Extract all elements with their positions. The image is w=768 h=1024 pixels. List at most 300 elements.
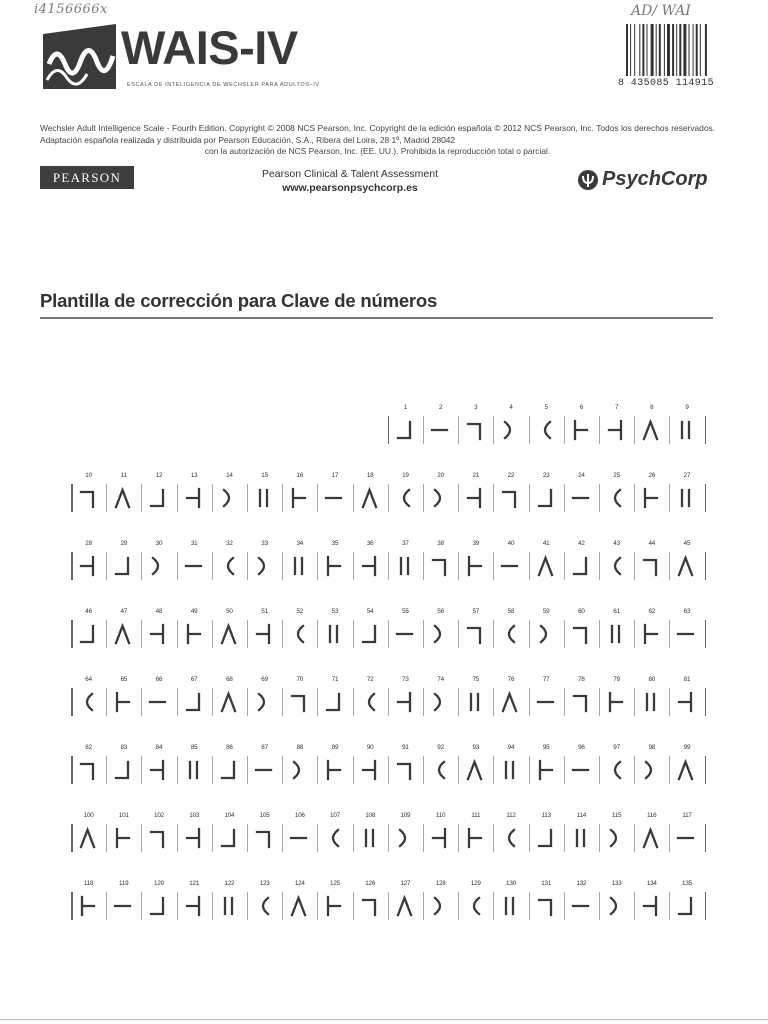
- cell-divider: [458, 824, 459, 852]
- symbol-lambda-icon: [106, 608, 141, 656]
- answer-cell: [599, 540, 634, 588]
- brand-subtitle: ESCALA DE INTELIGENCIA DE WECHSLER PARA ADULTOS–IV: [127, 82, 320, 88]
- symbol-rparen-icon: [599, 812, 634, 860]
- answer-cell: [669, 472, 704, 520]
- answer-cell: [564, 540, 599, 588]
- symbol-lt-icon: [282, 472, 317, 520]
- psychcorp-label: PsychCorp: [602, 168, 708, 190]
- symbol-rparen-icon: [493, 404, 528, 452]
- item-number: 114: [576, 812, 587, 819]
- cell-divider: [705, 824, 707, 852]
- cell-divider: [141, 620, 142, 648]
- answer-cell: [353, 540, 388, 588]
- cell-divider: [705, 620, 707, 648]
- cell-divider: [388, 892, 389, 920]
- cell-divider: [141, 688, 142, 716]
- item-number: 38: [437, 540, 444, 547]
- answer-cell: [423, 472, 458, 520]
- symbol-bars-icon: [388, 540, 423, 588]
- barcode-number: 8 435085 114915: [618, 78, 715, 89]
- answer-cell: [564, 404, 599, 452]
- answer-cell: [71, 812, 106, 860]
- item-number: 67: [190, 676, 198, 683]
- answer-cell: [282, 812, 317, 860]
- item-number: 8: [650, 404, 654, 411]
- answer-cell: [317, 676, 352, 724]
- cell-divider: [634, 484, 635, 512]
- item-number: 87: [261, 744, 268, 751]
- answer-cell: [177, 812, 212, 860]
- item-number: 97: [613, 744, 620, 751]
- symbol-L-icon: [177, 676, 212, 724]
- cell-divider: [493, 824, 494, 852]
- answer-cell: [529, 540, 564, 588]
- item-number: 107: [330, 812, 340, 819]
- cell-divider: [705, 552, 707, 580]
- symbol-lt-icon: [564, 404, 599, 452]
- cell-divider: [529, 484, 530, 512]
- symbol-gamma-icon: [247, 812, 282, 860]
- item-number: 19: [402, 472, 409, 479]
- cell-divider: [564, 688, 565, 716]
- cell-divider: [705, 688, 707, 716]
- wais-logo-icon: [43, 24, 116, 89]
- answer-cell: [317, 608, 352, 656]
- item-number: 110: [435, 812, 446, 819]
- answer-cell: [423, 812, 458, 860]
- symbol-lambda-icon: [669, 744, 704, 792]
- item-number: 72: [366, 676, 374, 683]
- item-number: 108: [365, 812, 376, 819]
- item-number: 57: [472, 608, 480, 615]
- page-title: Plantilla de corrección para Clave de números: [40, 290, 438, 311]
- symbol-gamma-icon: [282, 676, 317, 724]
- cell-divider: [353, 688, 354, 716]
- symbol-bars-icon: [458, 676, 493, 724]
- symbol-bars-icon: [177, 744, 212, 792]
- answer-cell: [212, 880, 247, 928]
- answer-cell: [529, 404, 564, 452]
- item-number: 35: [331, 540, 339, 547]
- symbol-dash-icon: [669, 812, 704, 860]
- symbol-gamma-icon: [458, 608, 493, 656]
- answer-cell: [564, 744, 599, 792]
- symbol-bars-icon: [493, 744, 528, 792]
- item-number: 24: [578, 472, 585, 479]
- symbol-rparen-icon: [282, 744, 317, 792]
- item-number: 13: [190, 472, 198, 479]
- symbol-L-icon: [529, 812, 564, 860]
- cell-divider: [177, 688, 178, 716]
- answer-cell: [353, 744, 388, 792]
- symbol-bars-icon: [564, 812, 599, 860]
- symbol-lambda-icon: [493, 676, 528, 724]
- item-number: 45: [683, 540, 691, 547]
- cell-divider: [353, 552, 354, 580]
- item-number: 84: [155, 744, 163, 751]
- cell-divider: [388, 620, 389, 648]
- item-number: 86: [226, 744, 233, 751]
- cell-divider: [388, 552, 389, 580]
- answer-cell: [353, 608, 388, 656]
- symbol-rparen-icon: [529, 608, 564, 656]
- item-number: 46: [85, 608, 92, 615]
- answer-cell: [106, 744, 141, 792]
- cell-divider: [212, 756, 213, 784]
- symbol-L-icon: [141, 880, 176, 928]
- answer-cell: [212, 812, 247, 860]
- answer-cell: [493, 880, 528, 928]
- cell-divider: [141, 552, 142, 580]
- item-number: 36: [366, 540, 374, 547]
- answer-cell: [529, 608, 564, 656]
- answer-cell: [71, 744, 106, 792]
- answer-cell: [423, 676, 458, 724]
- cell-divider: [282, 552, 283, 580]
- answer-cell: [599, 880, 634, 928]
- answer-cell: [141, 676, 176, 724]
- symbol-lparen-icon: [599, 472, 634, 520]
- item-number: 63: [683, 608, 691, 615]
- cell-divider: [564, 484, 565, 512]
- symbol-rparen-icon: [634, 744, 669, 792]
- symbol-rparen-icon: [212, 472, 247, 520]
- symbol-L-icon: [212, 812, 247, 860]
- item-number: 69: [261, 676, 268, 683]
- answer-cell: [669, 812, 704, 860]
- cell-divider: [599, 484, 600, 512]
- symbol-lt-icon: [458, 540, 493, 588]
- item-number: 135: [682, 880, 692, 887]
- cell-divider: [669, 756, 670, 784]
- cell-divider: [317, 620, 318, 648]
- item-number: 28: [85, 540, 92, 547]
- symbol-gamma-icon: [388, 744, 423, 792]
- cell-divider: [247, 824, 248, 852]
- item-number: 79: [613, 676, 620, 683]
- item-number: 61: [613, 608, 620, 615]
- symbol-L-icon: [529, 472, 564, 520]
- pearson-logo: PEARSON: [40, 166, 134, 189]
- cell-divider: [705, 892, 707, 920]
- answer-cell: [282, 744, 317, 792]
- symbol-gamma-icon: [493, 472, 528, 520]
- answer-cell: [388, 404, 423, 452]
- cell-divider: [634, 688, 635, 716]
- answer-cell: [599, 812, 634, 860]
- cell-divider: [458, 484, 459, 512]
- cell-divider: [634, 824, 635, 852]
- symbol-lparen-icon: [599, 744, 634, 792]
- cell-divider: [458, 552, 459, 580]
- cell-divider: [669, 416, 670, 444]
- cell-divider: [247, 688, 248, 716]
- answer-cell: [564, 812, 599, 860]
- item-number: 55: [402, 608, 409, 615]
- symbol-lparen-icon: [71, 676, 106, 724]
- symbol-lparen-icon: [529, 404, 564, 452]
- symbol-lt-icon: [71, 880, 106, 928]
- item-number: 7: [614, 404, 619, 411]
- symbol-rt-icon: [141, 608, 176, 656]
- item-number: 49: [190, 608, 198, 615]
- symbol-rt-icon: [388, 676, 423, 724]
- cell-divider: [423, 484, 424, 512]
- symbol-rparen-icon: [423, 608, 458, 656]
- cell-divider: [493, 416, 494, 444]
- symbol-dash-icon: [177, 540, 212, 588]
- answer-cell: [353, 676, 388, 724]
- symbol-lparen-icon: [458, 880, 493, 928]
- cell-divider: [71, 484, 73, 512]
- item-number: 33: [261, 540, 268, 547]
- answer-cell: [71, 472, 106, 520]
- answer-cell: [177, 880, 212, 928]
- symbol-rparen-icon: [423, 676, 458, 724]
- item-number: 77: [542, 676, 550, 683]
- symbol-lt-icon: [599, 676, 634, 724]
- symbol-rparen-icon: [599, 880, 634, 928]
- item-number: 22: [507, 472, 515, 479]
- item-number: 43: [613, 540, 620, 547]
- answer-cell: [634, 608, 669, 656]
- answer-cell: [353, 812, 388, 860]
- answer-cell: [247, 472, 282, 520]
- answer-cell: [529, 812, 564, 860]
- answer-cell: [247, 608, 282, 656]
- cell-divider: [317, 688, 318, 716]
- item-number: 64: [85, 676, 92, 683]
- symbol-bars-icon: [599, 608, 634, 656]
- item-number: 25: [613, 472, 620, 479]
- cell-divider: [634, 620, 635, 648]
- cell-divider: [71, 620, 73, 648]
- item-number: 39: [472, 540, 480, 547]
- item-number: 126: [365, 880, 376, 887]
- item-number: 60: [578, 608, 585, 615]
- answer-cell: [71, 676, 106, 724]
- symbol-bars-icon: [669, 404, 704, 452]
- answer-cell: [106, 608, 141, 656]
- answer-cell: [493, 472, 528, 520]
- item-number: 92: [437, 744, 444, 751]
- symbol-gamma-icon: [423, 540, 458, 588]
- cell-divider: [458, 620, 459, 648]
- symbol-rt-icon: [177, 472, 212, 520]
- symbol-lt-icon: [106, 676, 141, 724]
- cell-divider: [493, 484, 494, 512]
- cell-divider: [458, 688, 459, 716]
- brand-title: WAIS-IV: [121, 21, 298, 74]
- cell-divider: [71, 892, 73, 920]
- cell-divider: [564, 756, 565, 784]
- item-number: 119: [119, 880, 129, 887]
- cell-divider: [177, 552, 178, 580]
- symbol-rt-icon: [669, 676, 704, 724]
- answer-cell: [177, 676, 212, 724]
- symbol-lambda-icon: [106, 472, 141, 520]
- answer-cell: [458, 744, 493, 792]
- answer-cell: [388, 744, 423, 792]
- item-number: 27: [683, 472, 691, 479]
- symbol-lambda-icon: [529, 540, 564, 588]
- cell-divider: [599, 892, 600, 920]
- item-number: 6: [579, 404, 584, 411]
- cell-divider: [529, 824, 530, 852]
- symbol-lambda-icon: [458, 744, 493, 792]
- symbol-rt-icon: [423, 812, 458, 860]
- cell-divider: [634, 892, 635, 920]
- answer-cell: [423, 404, 458, 452]
- item-number: 4: [509, 404, 513, 411]
- cell-divider: [177, 892, 178, 920]
- item-number: 125: [330, 880, 340, 887]
- answer-cell: [423, 608, 458, 656]
- cell-divider: [599, 620, 600, 648]
- cell-divider: [106, 552, 107, 580]
- cell-divider: [493, 552, 494, 580]
- item-number: 134: [646, 880, 657, 887]
- psychcorp-icon: [577, 169, 599, 191]
- answer-cell: [247, 744, 282, 792]
- item-number: 103: [189, 812, 200, 819]
- cell-divider: [458, 756, 459, 784]
- symbol-dash-icon: [317, 472, 352, 520]
- answer-cell: [669, 608, 704, 656]
- answer-cell: [106, 540, 141, 588]
- cell-divider: [282, 620, 283, 648]
- answer-cell: [493, 404, 528, 452]
- symbol-lt-icon: [634, 472, 669, 520]
- cell-divider: [353, 484, 354, 512]
- item-number: 113: [541, 812, 551, 819]
- cell-divider: [141, 484, 142, 512]
- item-number: 66: [155, 676, 163, 683]
- answer-cell: [388, 540, 423, 588]
- symbol-gamma-icon: [564, 676, 599, 724]
- item-number: 106: [294, 812, 305, 819]
- answer-cell: [529, 472, 564, 520]
- answer-cell: [669, 676, 704, 724]
- cell-divider: [106, 688, 107, 716]
- answer-cell: [388, 608, 423, 656]
- symbol-rparen-icon: [247, 676, 282, 724]
- item-number: 115: [611, 812, 622, 819]
- symbol-gamma-icon: [634, 540, 669, 588]
- symbol-L-icon: [388, 404, 423, 452]
- item-number: 9: [685, 404, 689, 411]
- item-number: 56: [437, 608, 444, 615]
- symbol-rt-icon: [177, 812, 212, 860]
- answer-cell: [564, 608, 599, 656]
- answer-cell: [71, 608, 106, 656]
- item-number: 130: [506, 880, 516, 887]
- answer-cell: [247, 676, 282, 724]
- item-number: 29: [120, 540, 128, 547]
- answer-cell: [212, 744, 247, 792]
- cell-divider: [458, 416, 459, 444]
- cell-divider: [529, 552, 530, 580]
- cell-divider: [529, 416, 530, 444]
- answer-cell: [212, 676, 247, 724]
- answer-cell: [317, 880, 352, 928]
- answer-cell: [599, 676, 634, 724]
- symbol-gamma-icon: [529, 880, 564, 928]
- answer-cell: [388, 676, 423, 724]
- symbol-lparen-icon: [247, 880, 282, 928]
- cell-divider: [634, 552, 635, 580]
- symbol-bars-icon: [317, 608, 352, 656]
- item-number: 82: [85, 744, 92, 751]
- item-number: 90: [366, 744, 374, 751]
- symbol-dash-icon: [282, 812, 317, 860]
- answer-cell: [353, 880, 388, 928]
- item-number: 124: [294, 880, 305, 887]
- symbol-rt-icon: [247, 608, 282, 656]
- item-number: 18: [366, 472, 374, 479]
- symbol-lambda-icon: [634, 404, 669, 452]
- symbol-L-icon: [106, 744, 141, 792]
- cell-divider: [106, 756, 107, 784]
- cell-divider: [388, 824, 389, 852]
- item-number: 11: [120, 472, 127, 479]
- cell-divider: [282, 756, 283, 784]
- symbol-dash-icon: [564, 880, 599, 928]
- symbol-rt-icon: [177, 880, 212, 928]
- item-number: 105: [259, 812, 270, 819]
- answer-cell: [141, 880, 176, 928]
- cell-divider: [423, 892, 424, 920]
- answer-cell: [634, 812, 669, 860]
- cell-divider: [106, 484, 107, 512]
- symbol-bars-icon: [282, 540, 317, 588]
- cell-divider: [423, 620, 424, 648]
- item-number: 109: [400, 812, 411, 819]
- item-number: 52: [296, 608, 304, 615]
- answer-cell: [282, 880, 317, 928]
- publisher-url: www.pearsonpsychcorp.es: [282, 182, 418, 194]
- cell-divider: [388, 416, 390, 444]
- cell-divider: [634, 756, 635, 784]
- answer-cell: [247, 540, 282, 588]
- cell-divider: [669, 620, 670, 648]
- answer-cell: [599, 472, 634, 520]
- answer-cell: [564, 472, 599, 520]
- symbol-rt-icon: [458, 472, 493, 520]
- answer-cell: [458, 540, 493, 588]
- item-number: 120: [154, 880, 164, 887]
- symbol-lt-icon: [317, 744, 352, 792]
- answer-cell: [599, 404, 634, 452]
- item-number: 121: [189, 880, 200, 887]
- item-number: 111: [471, 812, 481, 819]
- answer-cell: [282, 472, 317, 520]
- answer-cell: [106, 812, 141, 860]
- cell-divider: [564, 552, 565, 580]
- symbol-bars-icon: [353, 812, 388, 860]
- item-number: 98: [648, 744, 656, 751]
- symbol-rparen-icon: [423, 472, 458, 520]
- item-number: 85: [190, 744, 198, 751]
- answer-cell: [317, 812, 352, 860]
- answer-cell: [177, 472, 212, 520]
- item-number: 93: [472, 744, 480, 751]
- cell-divider: [71, 756, 73, 784]
- title-divider: [40, 317, 713, 319]
- cell-divider: [247, 552, 248, 580]
- cell-divider: [669, 688, 670, 716]
- item-number: 73: [402, 676, 409, 683]
